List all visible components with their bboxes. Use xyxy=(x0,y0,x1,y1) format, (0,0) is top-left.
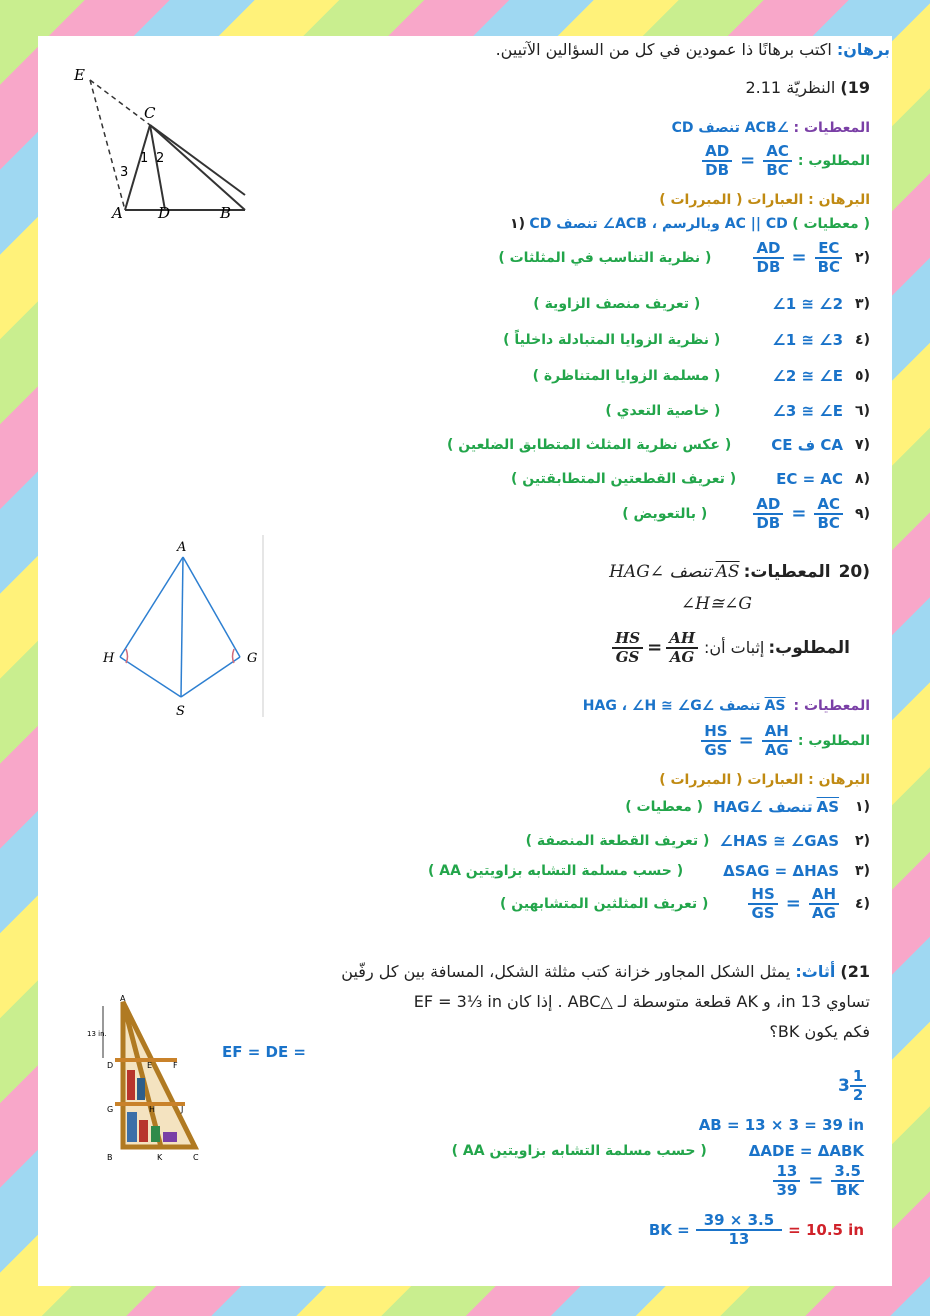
q20-step-2: ( تعريف القطعة المنصفة ) ∠HAS ≅ ∠GAS ٢) xyxy=(525,832,870,850)
q21-ef-eq: EF = DE = xyxy=(222,1043,306,1061)
q21-bookshelf-figure xyxy=(85,992,205,1164)
q20-prove: $\frac{HS}{GS}$ = $\frac{AH}{AG}$ إثبات أن: المطلوب: xyxy=(612,630,850,665)
q21-mixed-number: 3 $\frac{1}{2}$ xyxy=(838,1068,866,1103)
q19-step-3: ( تعريف منصف الزاوية ) ∠1 ≅ ∠2 ٣) xyxy=(533,295,870,313)
q19-heading xyxy=(745,78,870,97)
q19-step-2: ( نظرية التناسب في المثلثات ) $\frac{AD}{DB}$ = $\frac{EC}{BC}$ ٢) xyxy=(498,239,870,276)
q20-step-3: ( حسب مسلمة التشابه بزاويتين AA ) ΔSAG = ΔHAS ٣) xyxy=(427,862,870,880)
q19-prove-label: المطلوب : xyxy=(797,152,870,169)
q20-kite-figure xyxy=(95,535,270,720)
q19-triangle-figure xyxy=(70,60,260,225)
svg-text:J: J xyxy=(181,1105,184,1114)
q20-given: تنصف ∠HAG $\overline{AS}$ المعطيات: 20) xyxy=(609,562,870,582)
segment-ah xyxy=(120,557,183,657)
label-g: G xyxy=(247,651,258,666)
label-b: B xyxy=(220,204,232,222)
segment-ag xyxy=(183,557,240,657)
svg-text:F: F xyxy=(173,1061,178,1070)
q19-given xyxy=(672,120,870,136)
svg-text:C: C xyxy=(193,1153,199,1162)
q19-number: 19) xyxy=(840,78,870,97)
q21-ab: AB = 13 × 3 = 39 in xyxy=(698,1116,864,1134)
q19-step-6: ( خاصية التعدي ) ∠3 ≅ ∠E ٦) xyxy=(605,402,870,420)
q19-step-1: ١) CD تنصف ∠ACB ، وبالرسم AC || CD ( معطيات ) xyxy=(510,216,870,232)
q21-ratio: $\frac{13}{39}$ = $\frac{3.5}{BK}$ xyxy=(773,1163,864,1198)
q20-proof-label: البرهان : العبارات ( المبررات ) xyxy=(659,772,870,788)
q19-step-5: ( مسلمة الزوايا المتناظرة ) ∠2 ≅ ∠E ٥) xyxy=(532,367,870,385)
header-text: اكتب برهانًا ذا عمودين في كل من السؤالين الآتيين. xyxy=(495,40,832,59)
q19-prove: $\frac{AD}{DB}$ = $\frac{AC}{BC}$ المطلوب : xyxy=(702,143,870,178)
q19-step-8: ( تعريف القطعتين المتطابقتين ) EC = AC ٨) xyxy=(510,470,870,488)
label-h: H xyxy=(103,651,115,666)
segment-ca xyxy=(125,125,150,210)
label-c: C xyxy=(144,104,156,122)
q21-sim: ( حسب مسلمة التشابه بزاويتين AA ) ΔADE = ΔABK xyxy=(451,1142,864,1160)
label-e: E xyxy=(74,66,85,84)
label-d: D xyxy=(158,204,171,222)
svg-text:H: H xyxy=(149,1105,156,1114)
q19-prove-frac-left: $\frac{AD}{DB}$ xyxy=(702,143,732,178)
q19-step-4: ( نظرية الزوايا المتبادلة داخلياً ) ∠1 ≅ ∠3 ٤) xyxy=(503,331,870,349)
label-angle-2: 2 xyxy=(156,151,165,166)
q20-step-1: ( معطيات ) تنصف ∠HAG $\overline{AS}$ ١) xyxy=(625,798,870,816)
svg-text:D: D xyxy=(107,1061,114,1070)
q21-bk-result: = 10.5 in xyxy=(788,1220,864,1239)
segment-ea xyxy=(90,80,125,210)
segment-hs xyxy=(120,657,181,697)
q21-text: 21) أثاث: يمثل الشكل المجاور خزانة كتب مثلثة الشكل، المسافة بين كل رفّين تساوي 13 in، و AK قطعة متوسطة لـ △ABC . إذا كان EF = 3⅓ in فكم يكون BK؟ xyxy=(341,962,870,1041)
svg-text:G: G xyxy=(107,1105,114,1114)
label-13in: 13 in. xyxy=(87,1030,107,1038)
header-label: برهان: xyxy=(836,40,890,59)
q19-given-text: ∠ACB تنصف CD xyxy=(671,120,790,136)
q19-prove-frac-right: $\frac{AC}{BC}$ xyxy=(763,143,792,178)
svg-text:A: A xyxy=(120,994,126,1003)
svg-text:K: K xyxy=(157,1153,163,1162)
label-s: S xyxy=(176,704,185,719)
segment-gs xyxy=(181,657,240,697)
q20-given2: تنصف ∠HAG ، ∠H ≅ ∠G $\overline{AS}$ المعطيات : xyxy=(582,698,870,714)
q19-proof-label: البرهان : العبارات ( المبررات ) xyxy=(659,192,870,208)
q19-title: النظريّة 2.11 xyxy=(745,78,836,97)
segment-as xyxy=(181,557,183,697)
svg-text:E: E xyxy=(147,1061,153,1070)
q20-prove2: $\frac{HS}{GS}$ = $\frac{AH}{AG}$ المطلوب : xyxy=(701,723,870,758)
label-angle-1: 1 xyxy=(140,151,149,166)
svg-text:B: B xyxy=(107,1153,113,1162)
q19-step-9: ( بالتعويض ) $\frac{AD}{DB}$ = $\frac{AC}{BC}$ ٩) xyxy=(622,495,870,532)
header-instruction xyxy=(480,40,890,59)
q19-given-label: المعطيات : xyxy=(793,120,870,136)
q21-bk: BK = $\frac{39 \times 3.5}{13}$ = 10.5 in xyxy=(648,1211,864,1248)
label-angle-3: 3 xyxy=(120,165,129,180)
segment-cb2 xyxy=(150,125,245,210)
label-a: A xyxy=(177,540,187,555)
q19-step-7: ( عكس نظرية المثلث المتطابق الضلعين ) CA ف CE ٧) xyxy=(446,436,870,454)
label-a: A xyxy=(112,204,123,222)
segment-cd xyxy=(150,125,165,210)
q20-step-4: ( تعريف المثلثين المتشابهين ) $\frac{HS}{GS}$ = $\frac{AH}{AG}$ ٤) xyxy=(499,885,870,922)
q20-given-line2: ∠H≅∠G xyxy=(680,594,752,614)
segment-ec xyxy=(90,80,150,125)
